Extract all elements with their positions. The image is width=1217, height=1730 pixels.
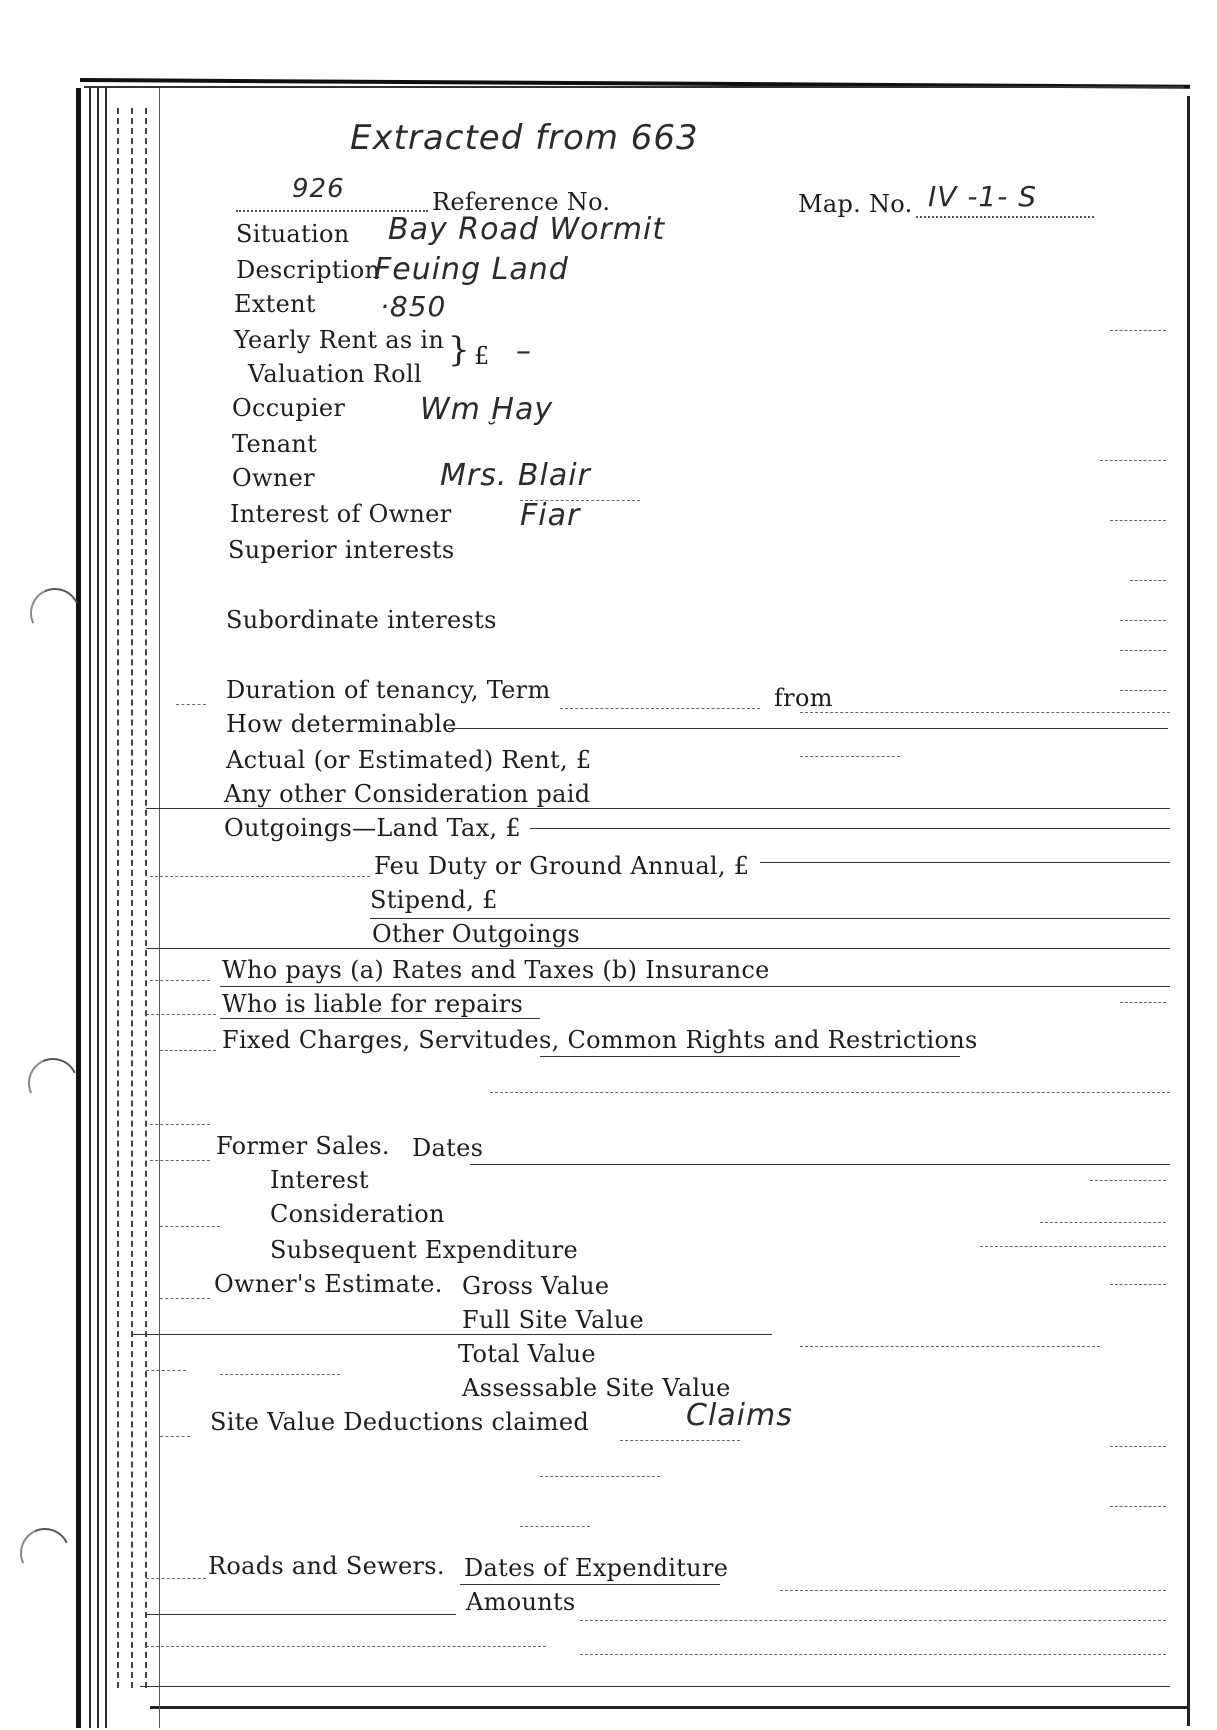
brace-icon: }	[448, 330, 470, 370]
interest-of-owner-label: Interest of Owner	[230, 500, 452, 528]
description-value: Feuing Land	[374, 252, 569, 287]
superior-interests-label: Superior interests	[228, 536, 455, 564]
owners-estimate-label: Owner's Estimate.	[214, 1270, 443, 1298]
duration-label: Duration of tenancy, Term	[226, 676, 551, 704]
situation-label: Situation	[236, 220, 350, 248]
total-value-label: Total Value	[458, 1340, 596, 1368]
owner-value: Mrs. Blair	[440, 458, 591, 493]
page-bottom-edge	[150, 1706, 1190, 1709]
extent-value: ·850	[380, 290, 447, 323]
consideration-label: Consideration	[270, 1200, 445, 1228]
site-value-deductions-value: Claims	[686, 1398, 793, 1433]
tenant-label: Tenant	[232, 430, 318, 458]
assessable-site-value-label: Assessable Site Value	[462, 1374, 731, 1402]
yearly-rent-label: Yearly Rent as in	[234, 326, 445, 354]
description-label: Description	[236, 256, 381, 284]
amounts-label: Amounts	[466, 1588, 576, 1616]
interest-label: Interest	[270, 1166, 369, 1194]
situation-value: Bay Road Wormit	[388, 212, 666, 247]
who-liable-label: Who is liable for repairs	[222, 990, 524, 1018]
fixed-charges-label: Fixed Charges, Servitudes, Common Rights and Restrictions	[222, 1026, 978, 1054]
subsequent-expenditure-label: Subsequent Expenditure	[270, 1236, 579, 1264]
reference-no-label: Reference No.	[432, 188, 611, 216]
yearly-rent-value: –	[516, 334, 532, 369]
former-sales-label: Former Sales.	[216, 1132, 390, 1160]
gross-value-label: Gross Value	[462, 1272, 610, 1300]
page-top-edge-inner	[84, 86, 1184, 88]
map-dotted-line	[916, 216, 1094, 218]
stipend-label: Stipend, £	[370, 886, 498, 914]
header-note: Extracted from 663	[350, 118, 699, 158]
occupier-label: Occupier	[232, 394, 346, 422]
yearly-rent-currency: £	[474, 342, 490, 370]
valuation-roll-label: Valuation Roll	[248, 360, 422, 388]
extent-label: Extent	[234, 290, 316, 318]
book-binding	[76, 88, 171, 1728]
occupier-value: Wm Hay	[420, 392, 554, 427]
other-outgoings-label: Other Outgoings	[372, 920, 580, 948]
subordinate-interests-label: Subordinate interests	[226, 606, 497, 634]
other-consideration-label: Any other Consideration paid	[224, 780, 591, 808]
duration-from-label: from	[774, 684, 833, 712]
outgoings-land-tax-label: Outgoings—Land Tax, £	[224, 814, 521, 842]
punch-hole-icon	[13, 1521, 77, 1585]
actual-rent-label: Actual (or Estimated) Rent, £	[226, 746, 592, 774]
feu-duty-label: Feu Duty or Ground Annual, £	[374, 852, 750, 880]
map-no-value: IV -1- S	[928, 180, 1038, 213]
owner-label: Owner	[232, 464, 315, 492]
who-pays-label: Who pays (a) Rates and Taxes (b) Insurance	[222, 956, 770, 984]
map-no-label: Map. No.	[798, 190, 913, 218]
reference-no-value: 926	[292, 174, 345, 204]
tenant-value: ˘	[484, 420, 496, 445]
interest-of-owner-value: Fiar	[520, 498, 581, 533]
full-site-value-label: Full Site Value	[462, 1306, 644, 1334]
site-value-deductions-label: Site Value Deductions claimed	[210, 1408, 590, 1436]
page-right-edge	[1187, 96, 1190, 1726]
roads-sewers-label: Roads and Sewers.	[208, 1552, 445, 1580]
former-sales-dates-label: Dates	[412, 1134, 484, 1162]
dates-of-expenditure-label: Dates of Expenditure	[464, 1554, 729, 1582]
how-determinable-label: How determinable	[226, 710, 457, 738]
